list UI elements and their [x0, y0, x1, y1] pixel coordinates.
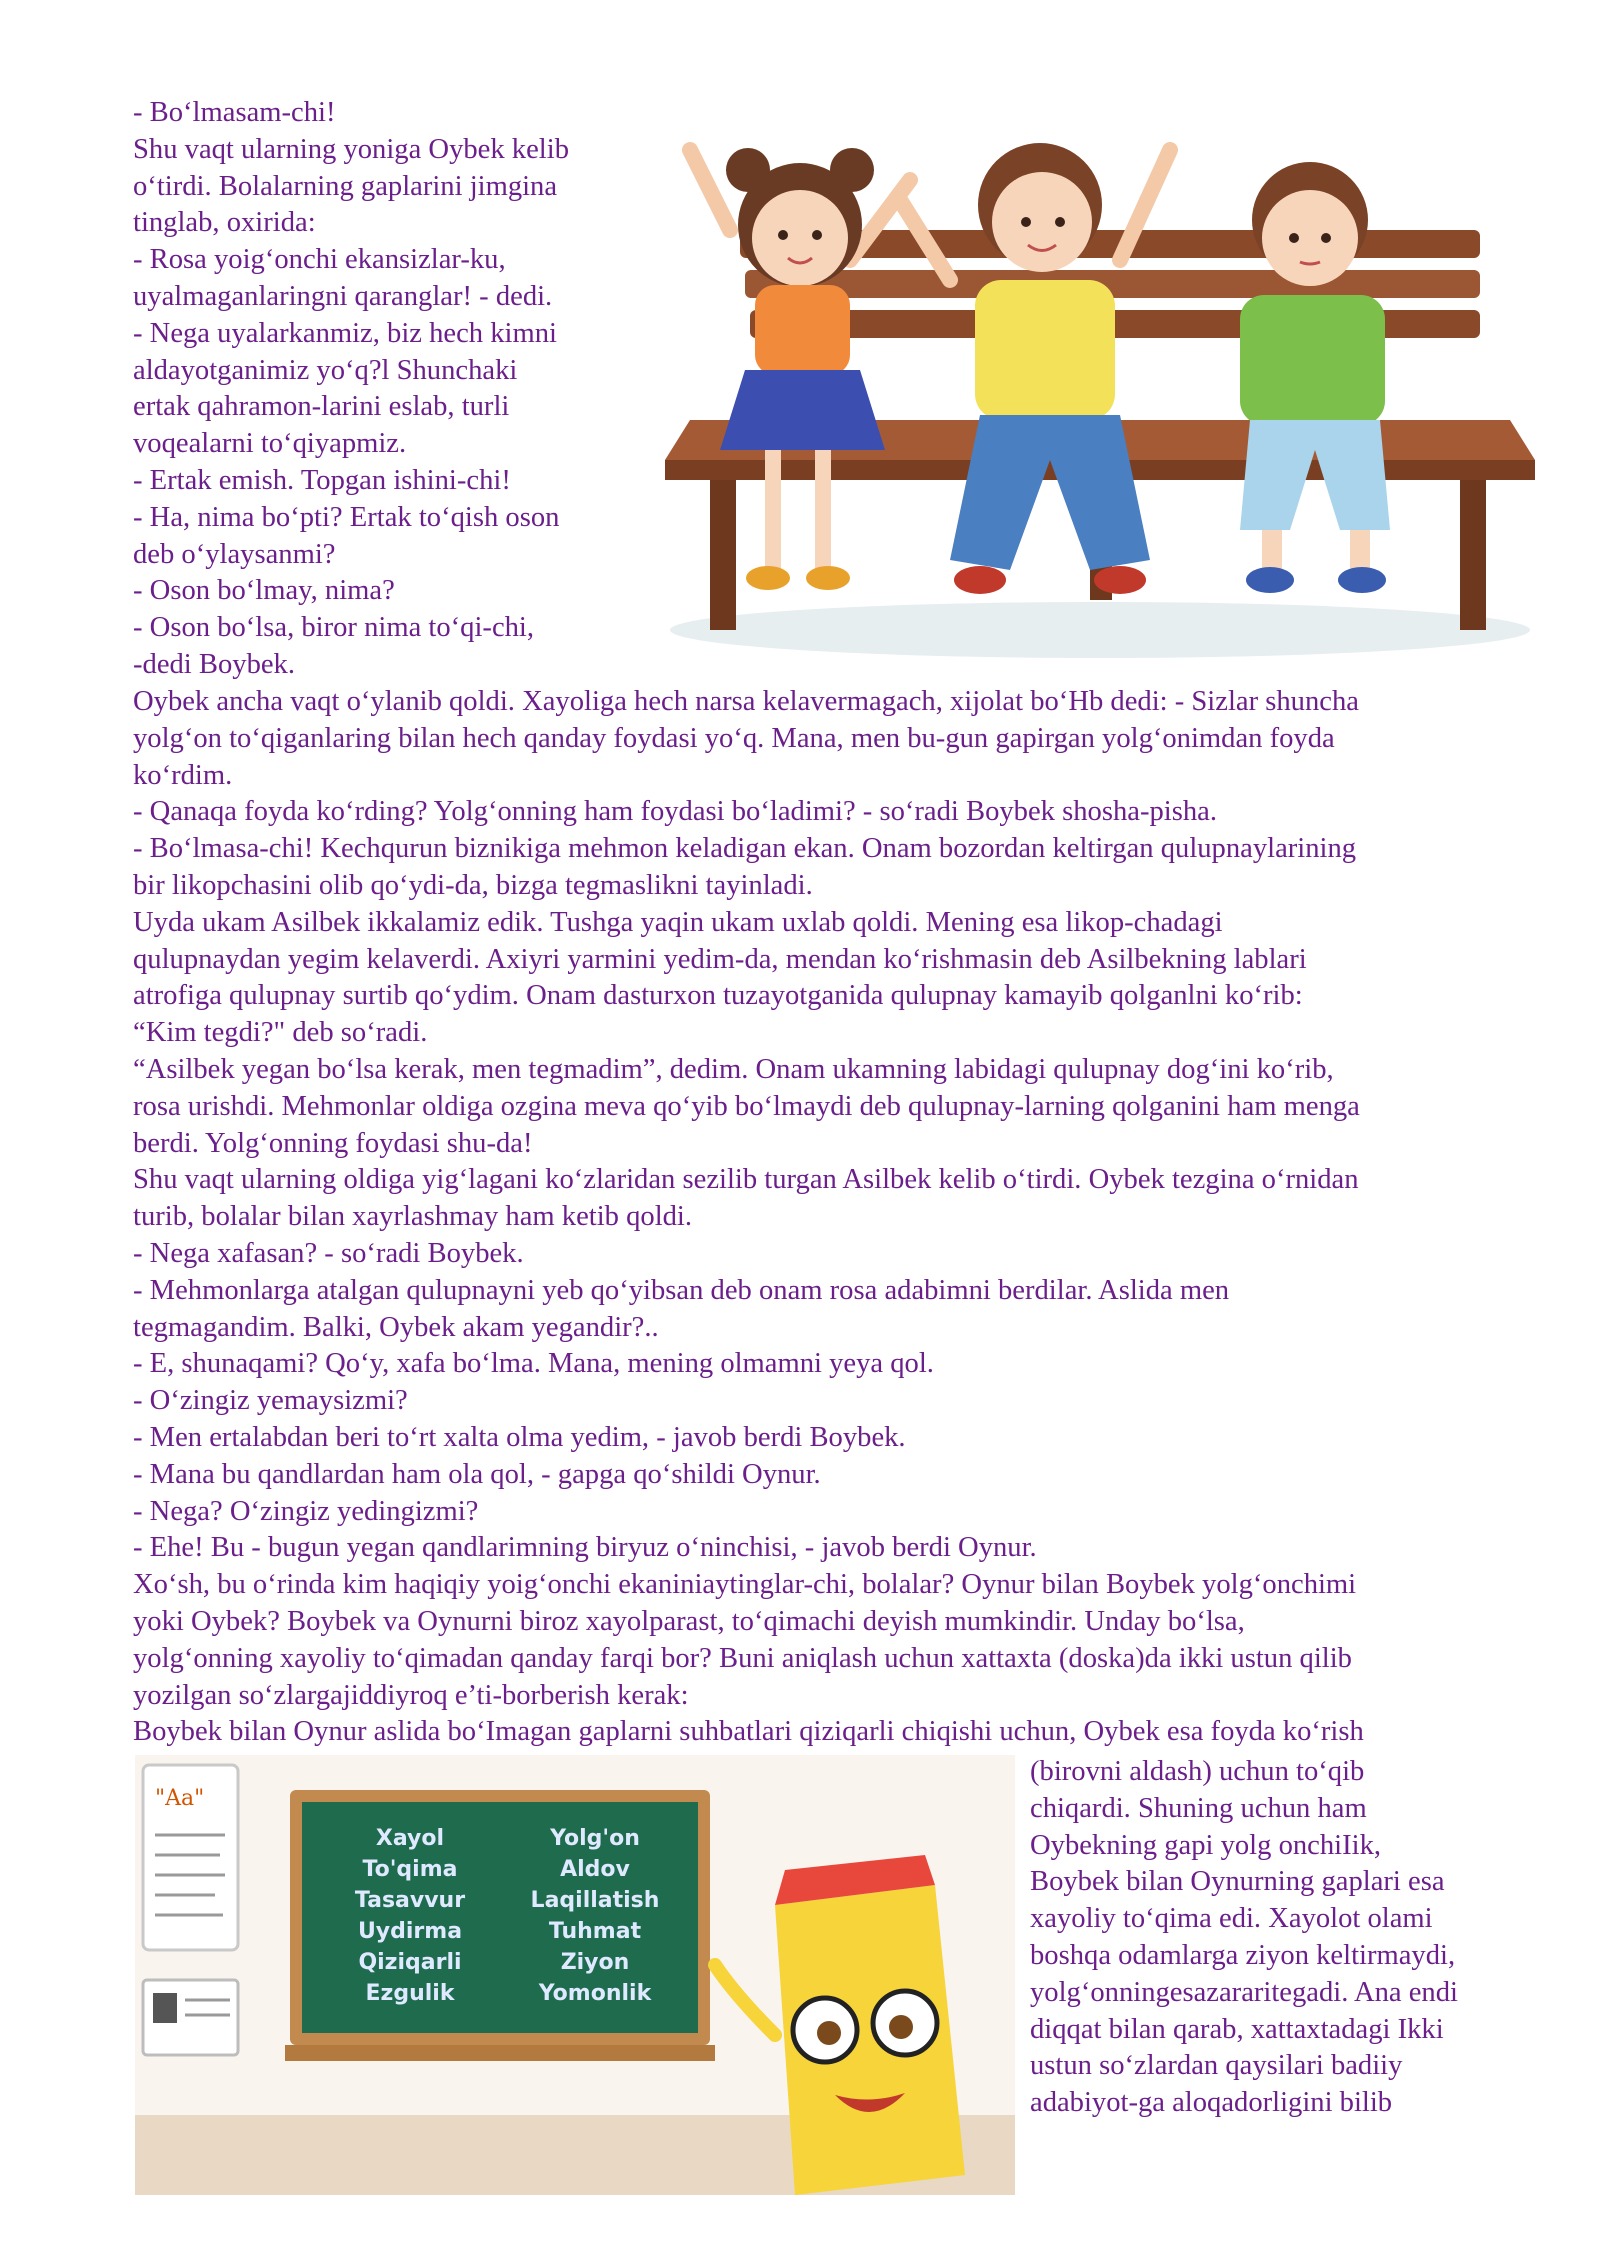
text-line: “Asilbek yegan bo‘lsa kerak, men tegmadim”, dedim. Onam ukamning labidagi qulupnay dog‘ini ko‘rib,: [133, 1053, 1334, 1085]
bench-leg: [1460, 480, 1486, 630]
text-line: yolg‘on to‘qiganlaring bilan hech qanday foydasi yo‘q. Mana, men bu-gun gapirgan yolg‘onimdan foyda: [133, 722, 1335, 754]
text-line: (birovni aldash) uchun to‘qib: [1030, 1756, 1365, 1787]
chalkboard-word: Qiziqarli: [358, 1950, 462, 1975]
text-line: adabiyot-ga aloqadorligini bilib: [1030, 2087, 1393, 2119]
main-text-body: [133, 684, 1533, 1751]
text-line: - Qanaqa foyda ko‘rding? Yolg‘onning ham foydasi bo‘ladimi? - so‘radi Boybek shosha-pisha.: [133, 796, 1217, 828]
chalkboard-word: Uydirma: [357, 1919, 463, 1944]
text-line: - Bo‘lmasam-chi!: [133, 97, 336, 128]
top-text-column: [133, 95, 653, 684]
text-line: ko‘rdim.: [133, 759, 233, 791]
text-line: boshqa odamlarga ziyon keltirmaydi,: [1030, 1939, 1456, 1971]
text-line: berdi. Yolg‘onning foydasi shu-da!: [133, 1127, 533, 1159]
text-line: xayoliy to‘qima edi. Xayolot olami: [1030, 1903, 1433, 1935]
text-line: tinglab, oxirida:: [133, 207, 316, 239]
chalkboard-word: Yomonlik: [538, 1981, 652, 2006]
text-line: Shu vaqt ularning yoniga Oybek kelib: [133, 133, 569, 165]
text-line: - Nega uyalarkanmiz, biz hech kimni: [133, 317, 557, 349]
bottom-right-text-column: [1030, 1754, 1530, 2122]
text-line: - Rosa yoig‘onchi ekansizlar-ku,: [133, 244, 506, 276]
text-line: - E, shunaqami? Qo‘y, xafa bo‘lma. Mana, mening olmamni yeya qol.: [133, 1348, 934, 1380]
chalkboard-word: Tuhmat: [548, 1919, 642, 1944]
text-line: diqqat bilan qarab, xattaxtadagi Ikki: [1030, 2013, 1444, 2045]
chalkboard-word: Aldov: [560, 1857, 630, 1882]
poster-label: "Aa": [155, 1786, 205, 1811]
text-line: voqealarni to‘qiyapmiz.: [133, 428, 407, 460]
text-line: - Oson bo‘lsa, biror nima to‘qi-chi,: [133, 612, 535, 644]
chalkboard-word: Ezgulik: [365, 1981, 455, 2006]
text-line: Oybek ancha vaqt o‘ylanib qoldi. Xayoliga hech narsa kelavermagach, xijolat bo‘Hb dedi: - Sizlar shuncha: [133, 686, 1359, 717]
text-line: - Mehmonlarga atalgan qulupnayni yeb qo‘yibsan deb onam rosa adabimni berdilar. Aslida men: [133, 1274, 1230, 1306]
chalkboard-word: Yolg'on: [550, 1826, 640, 1851]
chalkboard-word: Tasavvur: [354, 1888, 466, 1913]
text-line: o‘tirdi. Bolalarning gaplarini jimgina: [133, 170, 558, 202]
text-line: - Nega xafasan? - so‘radi Boybek.: [133, 1237, 524, 1269]
text-line: atrofiga qulupnay surtib qo‘ydim. Onam dasturxon tuzayotganida qulupnay kamayib qolganlni ko‘rib:: [133, 980, 1303, 1012]
ground-shadow: [670, 602, 1530, 658]
text-line: - Men ertalabdan beri to‘rt xalta olma yedim, - javob berdi Boybek.: [133, 1421, 906, 1453]
bench-back-slat: [745, 270, 1480, 298]
text-line: bir likopchasini olib qo‘ydi-da, bizga tegmaslikni tayinladi.: [133, 869, 813, 901]
text-line: Shu vaqt ularning oldiga yig‘lagani ko‘zlaridan sezilib turgan Asilbek kelib o‘tirdi. Oybek tezgina o‘rnidan: [133, 1164, 1359, 1196]
chalkboard-word: Ziyon: [560, 1950, 630, 1975]
text-line: uyalmaganlaringni qaranglar! - dedi.: [133, 280, 553, 312]
text-line: Boybek bilan Oynurning gaplari esa: [1030, 1866, 1445, 1898]
chalkboard-word: To'qima: [362, 1857, 458, 1882]
text-line: yolg‘onning xayoliy to‘qimadan qanday farqi bor? Buni aniqlash uchun xattaxta (doska)da ikki ustun qilib: [133, 1642, 1352, 1674]
boy-green-shirt-figure: [1240, 162, 1390, 593]
boy-yellow-shirt-figure: [900, 143, 1170, 594]
text-line: yozilgan so‘zlargajiddiyroq e’ti-borberish kerak:: [133, 1679, 689, 1711]
bench-leg: [710, 480, 736, 630]
text-line: - Oson bo‘lmay, nima?: [133, 575, 395, 607]
text-line: ertak qahramon-larini eslab, turli: [133, 391, 510, 423]
text-line: - Ehe! Bu - bugun yegan qandlarimning biryuz o‘ninchisi, - javob berdi Oynur.: [133, 1532, 1037, 1564]
chalk-tray: [285, 2045, 715, 2061]
text-line: - Ertak emish. Topgan ishini-chi!: [133, 464, 511, 496]
small-picture-frame: [143, 1980, 238, 2055]
text-line: Oybekning gapi yolg onchiIik,: [1030, 1829, 1382, 1861]
text-line: -dedi Boybek.: [133, 648, 295, 680]
text-line: ustun so‘zlardan qaysilari badiiy: [1030, 2050, 1403, 2082]
chalkboard-word: Xayol: [375, 1826, 445, 1851]
text-line: - Mana bu qandlardan ham ola qol, - gapga qo‘shildi Oynur.: [133, 1458, 821, 1490]
children-on-bench-illustration: [650, 130, 1535, 660]
text-line: turib, bolalar bilan xayrlashmay ham ketib qoldi.: [133, 1201, 693, 1233]
text-line: - Bo‘lmasa-chi! Kechqurun biznikiga mehmon keladigan ekan. Onam bozordan keltirgan qulupnaylarining: [133, 833, 1357, 865]
classroom-chalkboard-illustration: [135, 1755, 1015, 2195]
text-line: Uyda ukam Asilbek ikkalamiz edik. Tushga yaqin ukam uxlab qoldi. Mening esa likop-chadagi: [133, 906, 1223, 938]
text-line: - Nega? O‘zingiz yedingizmi?: [133, 1495, 479, 1527]
text-line: rosa urishdi. Mehmonlar oldiga ozgina meva qo‘yib bo‘lmaydi deb qulupnay-larning qolganini ham menga: [133, 1090, 1360, 1122]
text-line: “Kim tegdi?" deb so‘radi.: [133, 1017, 428, 1049]
text-line: tegmagandim. Balki, Oybek akam yegandir?..: [133, 1311, 659, 1343]
text-line: - Ha, nima bo‘pti? Ertak to‘qish oson: [133, 501, 560, 533]
text-line: Xo‘sh, bu o‘rinda kim haqiqiy yoig‘onchi ekaniniaytinglar-chi, bolalar? Oynur bilan Boybek yolg‘onchimi: [133, 1569, 1357, 1601]
alphabet-poster: [143, 1765, 238, 1950]
text-line: qulupnaydan yegim kelaverdi. Axiyri yarmini yedim-da, mendan ko‘rishmasin deb Asilbekning lablari: [133, 943, 1307, 975]
text-line: chiqardi. Shuning uchun ham: [1030, 1792, 1367, 1824]
text-line: yolg‘onningesazararitegadi. Ana endi: [1030, 1976, 1458, 2008]
chalkboard-word: Laqillatish: [530, 1888, 660, 1913]
text-line: Boybek bilan Oynur aslida bo‘Imagan gaplarni suhbatlari qiziqarli chiqishi uchun, Oybek esa foyda ko‘rish: [133, 1716, 1364, 1748]
text-line: - O‘zingiz yemaysizmi?: [133, 1385, 408, 1417]
text-line: aldayotganimiz yo‘q?l Shunchaki: [133, 354, 518, 386]
text-line: yoki Oybek? Boybek va Oynurni biroz xayolparast, to‘qimachi deyish mumkindir. Unday bo‘lsa,: [133, 1605, 1245, 1637]
text-line: deb o‘ylaysanmi?: [133, 538, 336, 570]
